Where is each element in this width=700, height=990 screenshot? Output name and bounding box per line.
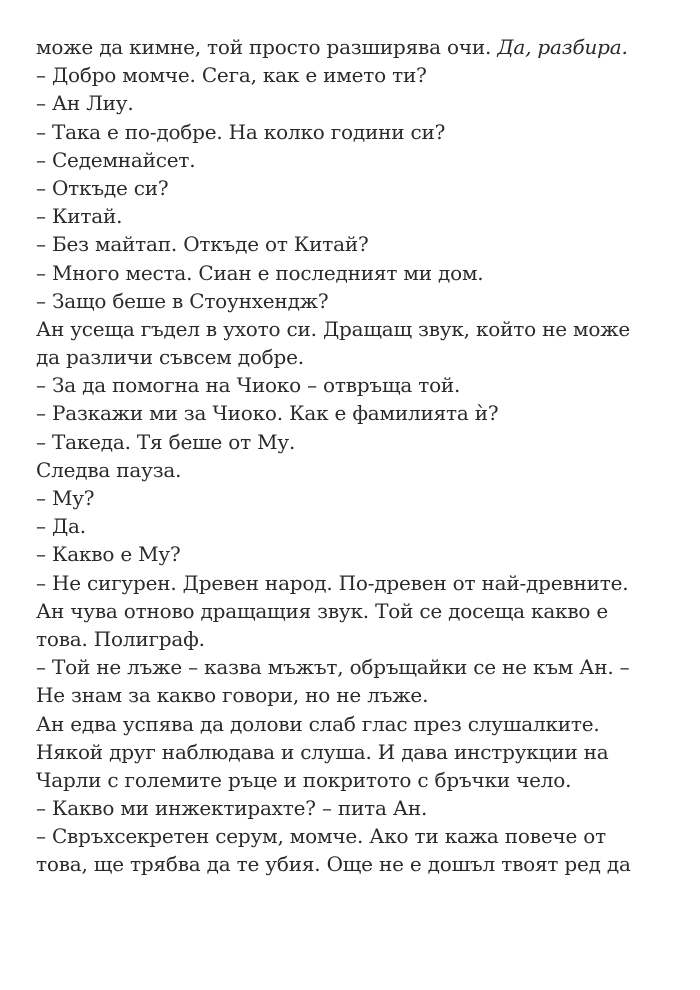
text-line: – Седемнайсет. xyxy=(36,147,196,172)
text-line: – Му? xyxy=(36,486,95,510)
text-line: – Така е по-добре. На колко години си? xyxy=(36,119,446,144)
text-line: Ан усеща гъдел в ухото си. Дращащ звук, който не може xyxy=(36,316,631,341)
text-line: това. Полиграф. xyxy=(36,626,205,651)
text-line: – За да помогна на Чиоко – отвръща той. xyxy=(36,373,461,398)
page-text xyxy=(36,33,666,879)
text-line: – Без майтап. Откъде от Китай? xyxy=(36,232,369,257)
text-line: – Той не лъже – казва мъжът, обръщайки се не към Ан. – xyxy=(36,655,630,680)
text-line: Не знам за какво говори, но не лъже. xyxy=(36,683,429,708)
text-line: – Да. xyxy=(36,514,86,539)
text-line: Чарли с големите ръце и покритото с бръчки чело. xyxy=(36,767,572,792)
italic-text: Да, разбира. xyxy=(497,35,628,59)
text-line: – Китай. xyxy=(36,204,123,229)
text-line: – Свръхсекретен серум, момче. Ако ти кажа повече от xyxy=(36,824,606,849)
text-line: – Какво ми инжектирахте? – пита Ан. xyxy=(36,796,428,821)
text-line xyxy=(36,33,666,61)
text-line: да различи съвсем добре. xyxy=(36,345,304,370)
text-line: – Откъде си? xyxy=(36,175,169,200)
text-line: Някой друг наблюдава и слуша. И дава инструкции на xyxy=(36,739,609,764)
text-line: Ан чува отново дращащия звук. Той се досеща какво е xyxy=(36,598,609,623)
text-line: – Много места. Сиан е последният ми дом. xyxy=(36,260,484,285)
text-line: – Какво е Му? xyxy=(36,542,181,567)
text-line: това, ще трябва да те убия. Още не е дошъл твоят ред да xyxy=(36,852,631,877)
text-line: – Защо беше в Стоунхендж? xyxy=(36,288,329,313)
line-text: може да кимне, той просто разширява очи. xyxy=(36,35,498,59)
text-line: Ан едва успява да долови слаб глас през слушалките. xyxy=(36,711,600,736)
text-line: – Разкажи ми за Чиоко. Как е фамилията ѝ? xyxy=(36,401,499,426)
text-line: – Ан Лиу. xyxy=(36,91,134,116)
text-line: Следва пауза. xyxy=(36,457,182,482)
text-line: – Не сигурен. Древен народ. По-древен от най-древните. xyxy=(36,570,629,595)
text-line: – Добро момче. Сега, как е името ти? xyxy=(36,63,427,88)
text-line: – Такеда. Тя беше от Му. xyxy=(36,429,296,454)
